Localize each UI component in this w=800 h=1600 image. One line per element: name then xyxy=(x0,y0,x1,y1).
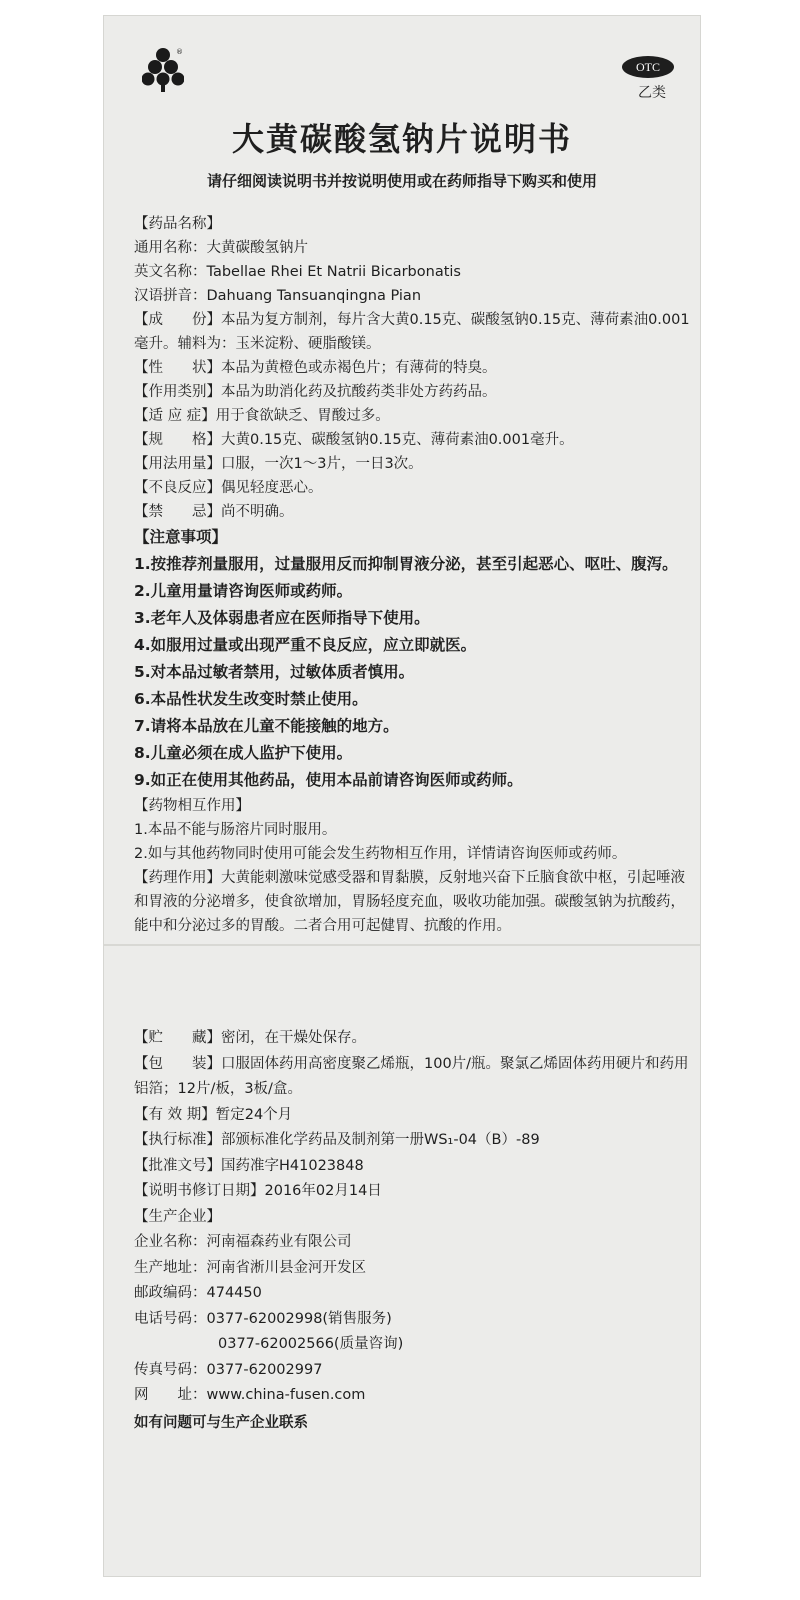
contraindications-label: 【禁 忌】 xyxy=(134,504,221,520)
revision-text: 2016年02月14日 xyxy=(264,1183,382,1199)
manufacturer-name: 企业名称：河南福森药业有限公司 xyxy=(134,1234,352,1250)
adverse-label: 【不良反应】 xyxy=(134,480,221,496)
precaution-item: 4.如服用过量或出现严重不良反应，应立即就医。 xyxy=(134,636,477,654)
manufacturer-phone-sales: 电话号码：0377-62002998(销售服务) xyxy=(134,1310,392,1327)
precautions-heading: 【注意事项】 xyxy=(134,528,228,546)
specification-label: 【规 格】 xyxy=(134,432,221,448)
specification-row xyxy=(134,428,690,452)
composition-label: 【成 份】 xyxy=(134,312,221,328)
dosage-row xyxy=(134,452,690,476)
company-logo-icon xyxy=(142,46,184,92)
page-title: 大黄碳酸氢钠片说明书 xyxy=(231,120,572,158)
revision-label: 【说明书修订日期】 xyxy=(134,1183,265,1199)
category-text: 本品为助消化药及抗酸药类非处方药药品。 xyxy=(221,384,497,400)
dosage-text: 口服，一次1～3片，一日3次。 xyxy=(221,456,423,472)
standard-row xyxy=(134,1128,690,1154)
english-name: 英文名称：Tabellae Rhei Et Natrii Bicarbonatis xyxy=(134,264,461,280)
interaction-item: 1.本品不能与肠溶片同时服用。 xyxy=(134,822,337,838)
interactions-heading: 【药物相互作用】 xyxy=(134,798,250,814)
precaution-item: 8.儿童必须在成人监护下使用。 xyxy=(134,744,353,762)
pharmacology-row xyxy=(134,866,690,938)
leaflet-lower-section xyxy=(134,1026,690,1436)
storage-label: 【贮 藏】 xyxy=(134,1030,221,1046)
manufacturer-fax: 传真号码：0377-62002997 xyxy=(134,1361,323,1378)
otc-class-label: 乙类 xyxy=(638,85,666,101)
manufacturer-heading: 【生产企业】 xyxy=(134,1208,221,1225)
adverse-row xyxy=(134,476,690,500)
storage-row xyxy=(134,1026,690,1052)
otc-badge: OTC xyxy=(622,56,674,78)
precaution-item: 6.本品性状发生改变时禁止使用。 xyxy=(134,690,368,708)
generic-name: 通用名称：大黄碳酸氢钠片 xyxy=(134,240,308,256)
approval-label: 【批准文号】 xyxy=(134,1157,221,1174)
category-row xyxy=(134,380,690,404)
precaution-item: 9.如正在使用其他药品，使用本品前请咨询医师或药师。 xyxy=(134,771,523,789)
precaution-item: 7.请将本品放在儿童不能接触的地方。 xyxy=(134,717,399,735)
fold-line xyxy=(104,944,700,946)
precaution-item: 5.对本品过敏者禁用，过敏体质者慎用。 xyxy=(134,663,415,681)
category-label: 【作用类别】 xyxy=(134,384,221,400)
character-text: 本品为黄橙色或赤褐色片；有薄荷的特臭。 xyxy=(221,360,497,376)
character-label: 【性 状】 xyxy=(134,360,221,376)
specification-text: 大黄0.15克、碳酸氢钠0.15克、薄荷素油0.001毫升。 xyxy=(221,432,574,448)
composition-text: 本品为复方制剂，每片含大黄0.15克、碳酸氢钠0.15克、薄荷素油0.001毫升。辅料为：玉米淀粉、硬脂酸镁。 xyxy=(134,312,690,352)
manufacturer-phone-quality: 0377-62002566(质量咨询) xyxy=(218,1336,404,1352)
dosage-label: 【用法用量】 xyxy=(134,456,221,472)
character-row xyxy=(134,356,690,380)
composition-row xyxy=(134,308,690,356)
standard-text: 部颁标准化学药品及制剂第一册WS₁-04（B）-89 xyxy=(221,1132,540,1148)
validity-text: 暂定24个月 xyxy=(215,1106,293,1123)
pharmacology-text: 大黄能刺激味觉感受器和胃黏膜，反射地兴奋下丘脑食欲中枢，引起唾液和胃液的分泌增多，使食欲增加，胃肠轻度充血，吸收功能加强。碳酸氢钠为抗酸药，能中和分泌过多的胃酸。二者合用可起健胃、抗酸的作用。 xyxy=(134,870,685,934)
approval-text: 国药准字H41023848 xyxy=(221,1157,364,1174)
contraindications-text: 尚不明确。 xyxy=(221,504,294,520)
packaging-label: 【包 装】 xyxy=(134,1055,221,1072)
approval-row xyxy=(134,1154,690,1180)
contraindications-row xyxy=(134,500,690,524)
precaution-item: 3.老年人及体弱患者应在医师指导下使用。 xyxy=(134,609,430,627)
validity-label: 【有 效 期】 xyxy=(134,1106,216,1123)
packaging-text: 口服固体药用高密度聚乙烯瓶，100片/瓶。聚氯乙烯固体药用硬片和药用铝箔；12片/板，3板/盒。 xyxy=(134,1055,689,1097)
interaction-item: 2.如与其他药物同时使用可能会发生药物相互作用，详情请咨询医师或药师。 xyxy=(134,846,627,862)
indications-row xyxy=(134,404,690,428)
svg-text:®: ® xyxy=(176,48,183,56)
pinyin-name: 汉语拼音：Dahuang Tansuanqingna Pian xyxy=(134,288,422,304)
manufacturer-address: 生产地址：河南省淅川县金河开发区 xyxy=(134,1259,366,1276)
manufacturer-postcode: 邮政编码：474450 xyxy=(134,1285,262,1301)
storage-text: 密闭，在干燥处保存。 xyxy=(221,1030,366,1046)
contact-note: 如有问题可与生产企业联系 xyxy=(134,1414,308,1431)
page-subtitle: 请仔细阅读说明书并按说明使用或在药师指导下购买和使用 xyxy=(206,172,597,190)
leaflet-upper-section xyxy=(134,212,690,938)
validity-row xyxy=(134,1103,690,1129)
leaflet-sheet xyxy=(104,16,700,1576)
revision-row xyxy=(134,1179,690,1205)
pharmacology-label: 【药理作用】 xyxy=(134,870,221,886)
adverse-text: 偶见轻度恶心。 xyxy=(221,480,323,496)
manufacturer-website: 网 址：www.china-fusen.com xyxy=(134,1387,366,1403)
indications-label: 【适 应 症】 xyxy=(134,408,216,424)
precaution-item: 1.按推荐剂量服用，过量服用反而抑制胃液分泌，甚至引起恶心、呕吐、腹泻。 xyxy=(134,555,678,573)
packaging-row xyxy=(134,1052,690,1103)
drug-name-heading: 【药品名称】 xyxy=(134,216,221,232)
indications-text: 用于食欲缺乏、胃酸过多。 xyxy=(215,408,390,424)
standard-label: 【执行标准】 xyxy=(134,1132,221,1148)
precaution-item: 2.儿童用量请咨询医师或药师。 xyxy=(134,582,353,600)
